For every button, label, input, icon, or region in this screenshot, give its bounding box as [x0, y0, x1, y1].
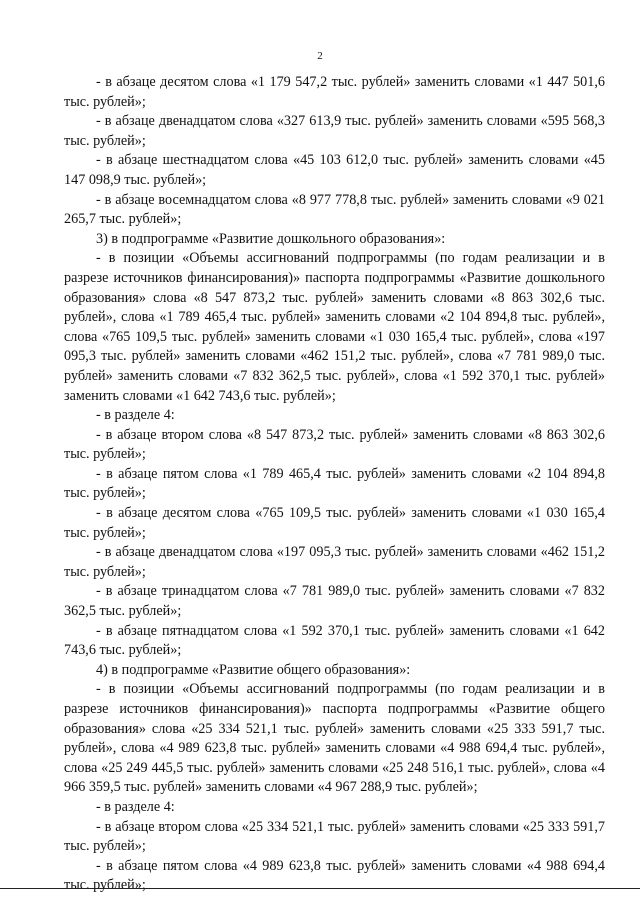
paragraph: - в абзаце восемнадцатом слова «8 977 778,8 тыс. рублей» заменить словами «9 021 265,7 тыс. рублей»; — [64, 191, 605, 228]
paragraph: - в абзаце тринадцатом слова «7 781 989,0 тыс. рублей» заменить словами «7 832 362,5 тыс. рублей»; — [64, 583, 605, 620]
paragraph: - в абзаце десятом слова «765 109,5 тыс. рублей» заменить словами «1 030 165,4 тыс. рублей»; — [64, 505, 605, 541]
paragraph: - в позиции «Объемы ассигнований подпрограммы (по годам реализации и в разрезе источников финансирования)» паспорта подпрограммы «Развитие дошкольного образования» слова «8 547 873,2 тыс. рублей» заменить словами «8 863 302,6 тыс. рублей», слова «1 789 465,4 тыс. рублей» заменить словами «2 104 894,8 тыс. рублей», слова «765 109,5 тыс. рублей» заменить словами «1 030 165,4 тыс. рублей», слова «197 095,3 тыс. рублей» заменить словами «462 151,2 тыс. рублей», слова «7 781 989,0 тыс. рублей» заменить словами «7 832 362,5 тыс. рублей», слова «1 592 370,1 тыс. рублей» заменить словами «1 642 743,6 тыс. рублей»; — [64, 250, 605, 404]
section-heading: - в разделе 4: — [96, 798, 175, 815]
footer-rule — [0, 888, 640, 889]
subprogram-heading: 3) в подпрограмме «Развитие дошкольного образования»: — [96, 230, 446, 247]
section-heading: - в разделе 4: — [96, 407, 175, 424]
paragraph: - в позиции «Объемы ассигнований подпрограммы (по годам реализации и в разрезе источников финансирования)» паспорта подпрограммы «Развитие общего образования» слова «25 334 521,1 тыс. рублей» заменить словами «25 333 591,7 тыс. рублей», слова «4 989 623,8 тыс. рублей» заменить словами «4 988 694,4 тыс. рублей», слова «25 249 445,5 тыс. рублей» заменить словами «25 248 516,1 тыс. рублей», слова «4 966 359,5 тыс. рублей» заменить словами «4 967 288,9 тыс. рублей»; — [64, 681, 605, 796]
paragraph: - в абзаце шестнадцатом слова «45 103 612,0 тыс. рублей» заменить словами «45 147 098,9 тыс. рублей»; — [64, 152, 605, 188]
paragraph: - в абзаце двенадцатом слова «197 095,3 тыс. рублей» заменить словами «462 151,2 тыс. рублей»; — [64, 544, 605, 580]
paragraph: - в абзаце втором слова «8 547 873,2 тыс. рублей» заменить словами «8 863 302,6 тыс. рублей»; — [64, 426, 605, 463]
paragraph: - в абзаце втором слова «25 334 521,1 тыс. рублей» заменить словами «25 333 591,7 тыс. рублей»; — [64, 818, 605, 855]
subprogram-heading: 4) в подпрограмме «Развитие общего образования»: — [96, 661, 411, 678]
document-body — [64, 73, 605, 896]
paragraph: - в абзаце десятом слова «1 179 547,2 тыс. рублей» заменить словами «1 447 501,6 тыс. рублей»; — [64, 74, 605, 110]
page-number: 2 — [317, 50, 323, 62]
paragraph: - в абзаце пятнадцатом слова «1 592 370,1 тыс. рублей» заменить словами «1 642 743,6 тыс. рублей»; — [64, 622, 605, 659]
paragraph: - в абзаце пятом слова «1 789 465,4 тыс. рублей» заменить словами «2 104 894,8 тыс. рублей»; — [64, 465, 605, 502]
paragraph: - в абзаце двенадцатом слова «327 613,9 тыс. рублей» заменить словами «595 568,3 тыс. рублей»; — [64, 113, 605, 149]
paragraph: - в абзаце пятом слова «4 989 623,8 тыс. рублей» заменить словами «4 988 694,4 тыс. рублей»; — [64, 857, 605, 894]
